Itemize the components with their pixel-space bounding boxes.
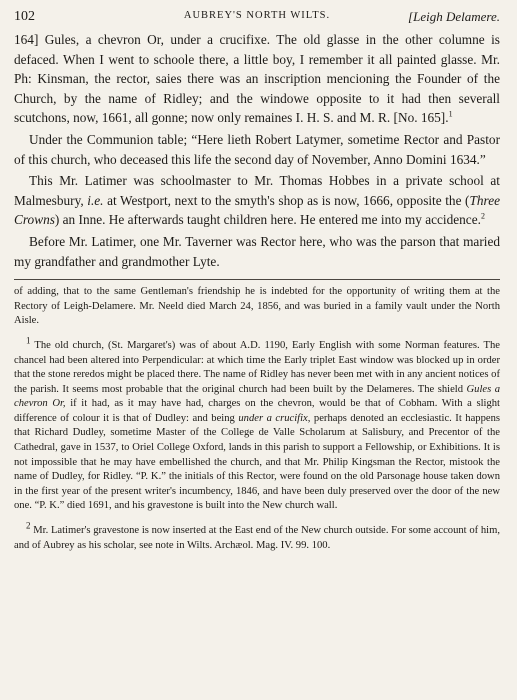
footnote-2 bbox=[14, 520, 500, 553]
inn-name: Three Crowns bbox=[14, 192, 501, 228]
footnote-2-text: Mr. Latimer's gravestone is now inserted at the East end of the New church outside. For some account of him, and of Aubrey as his scholar, see note in Wilts. Archæol. Mag. IV. 99. 100. bbox=[14, 525, 500, 551]
shield-blazon: Gules a chevron Or, bbox=[14, 383, 500, 410]
footnote-divider bbox=[14, 279, 500, 280]
ie-abbrev: i.e. bbox=[87, 192, 104, 208]
paragraph-4: Before Mr. Latimer, one Mr. Taverner was Rector here, who was the parson that maried my grandfather and grandmother Lyte. bbox=[14, 233, 500, 269]
section-title: [Leigh Delamere. bbox=[408, 9, 500, 24]
footnote-1 bbox=[14, 335, 501, 514]
crucifix-phrase: under a crucifix, bbox=[238, 412, 311, 424]
paragraph-3 bbox=[14, 171, 500, 230]
paragraph-1 bbox=[14, 30, 500, 128]
paragraph-1-text: 164] Gules, a chevron Or, under a crucifixe. The old glasse in the other columne is defaced. When I went to schoole there, a little boy, I remember it all painted glasse. Mr. Ph: Kinsman, the rector, saies there was an inscription mencioning the Founder of the Church, by the name of Ridley; and the windowe opposite to it had then severall scutchons, now, 1661, all gonne; now only remaines I. H. S. and M. R. [No. 165]. bbox=[14, 32, 500, 126]
main-text bbox=[14, 30, 500, 271]
continued-footnote: of adding, that to the same Gentleman's friendship he is indebted for the opportunity of writing them at the Rectory of Leigh-Delamere. Mr. Neeld died March 24, 1856, and was buried in a family vault under the North Aisle. bbox=[14, 286, 500, 327]
running-title: AUBREY'S NORTH WILTS. bbox=[183, 10, 331, 21]
paragraph-3-text-a: This Mr. Latimer was schoolmaster to Mr. Thomas Hobbes in a private school at Malmesbury, bbox=[14, 173, 500, 208]
footnote-ref-1: 1 bbox=[448, 109, 453, 119]
footnote-2-label: 2 bbox=[26, 520, 31, 531]
footnote-1-text-b: if it had, as it may have had, charges on the chevron, would be that of Cobham. With a slight difference of colour it is that of Dudley: and being bbox=[14, 398, 501, 424]
running-header bbox=[14, 6, 500, 28]
paragraph-3-text-c: ) an Inne. He afterwards taught children here. He entered me into my accidence. bbox=[54, 212, 481, 228]
page-number: 102 bbox=[14, 9, 35, 24]
paragraph-3-text-b: at Westport, next to the smyth's shop as is now, 1666, opposite the ( bbox=[103, 192, 470, 208]
footnote-1-text-c: perhaps denoted an ecclesiastic. It happens that Richard Dudley, sometime Master of the College de Valle Scholarum at Salisbury, and Precentor of the Cathedral, gave in 1537, to Oriel College Oxford, lands in this parish to support a Fellowship, or Exhibitions. It is not impossible that he may have embellished the church, and that Mr. Philip Kingsman the Rector, mistook the name of Dudley, for Ridley. “P. K.” the initials of this Rector, were found on the old Parsonage house taken down in the first year of the present writer's incumbency, 1846, and have been duly preserved over the door of the new one. “P. K.” died 1691, and his gravestone is built into the New church wall. bbox=[14, 412, 501, 512]
footnote-1-text-a: The old church, (St. Margaret's) was of about A.D. 1190, Early English with some Norman features. The chancel had been altered into Perpendicular: at which time the Early triplet East window was blocked up in order that the stone reredos might be placed there. The name of Ridley has never been met with in any ancient notices of the parish. It seems most probable that the original church had been built by the Delameres. The shield bbox=[14, 339, 500, 395]
footnote-1-label: 1 bbox=[26, 335, 31, 346]
footnote-ref-2: 2 bbox=[480, 211, 485, 221]
book-page bbox=[14, 6, 500, 553]
paragraph-2: Under the Communion table; “Here lieth Robert Latymer, sometime Rector and Pastor of this church, who deceased this life the second day of November, Anno Domini 1634.” bbox=[14, 131, 500, 167]
